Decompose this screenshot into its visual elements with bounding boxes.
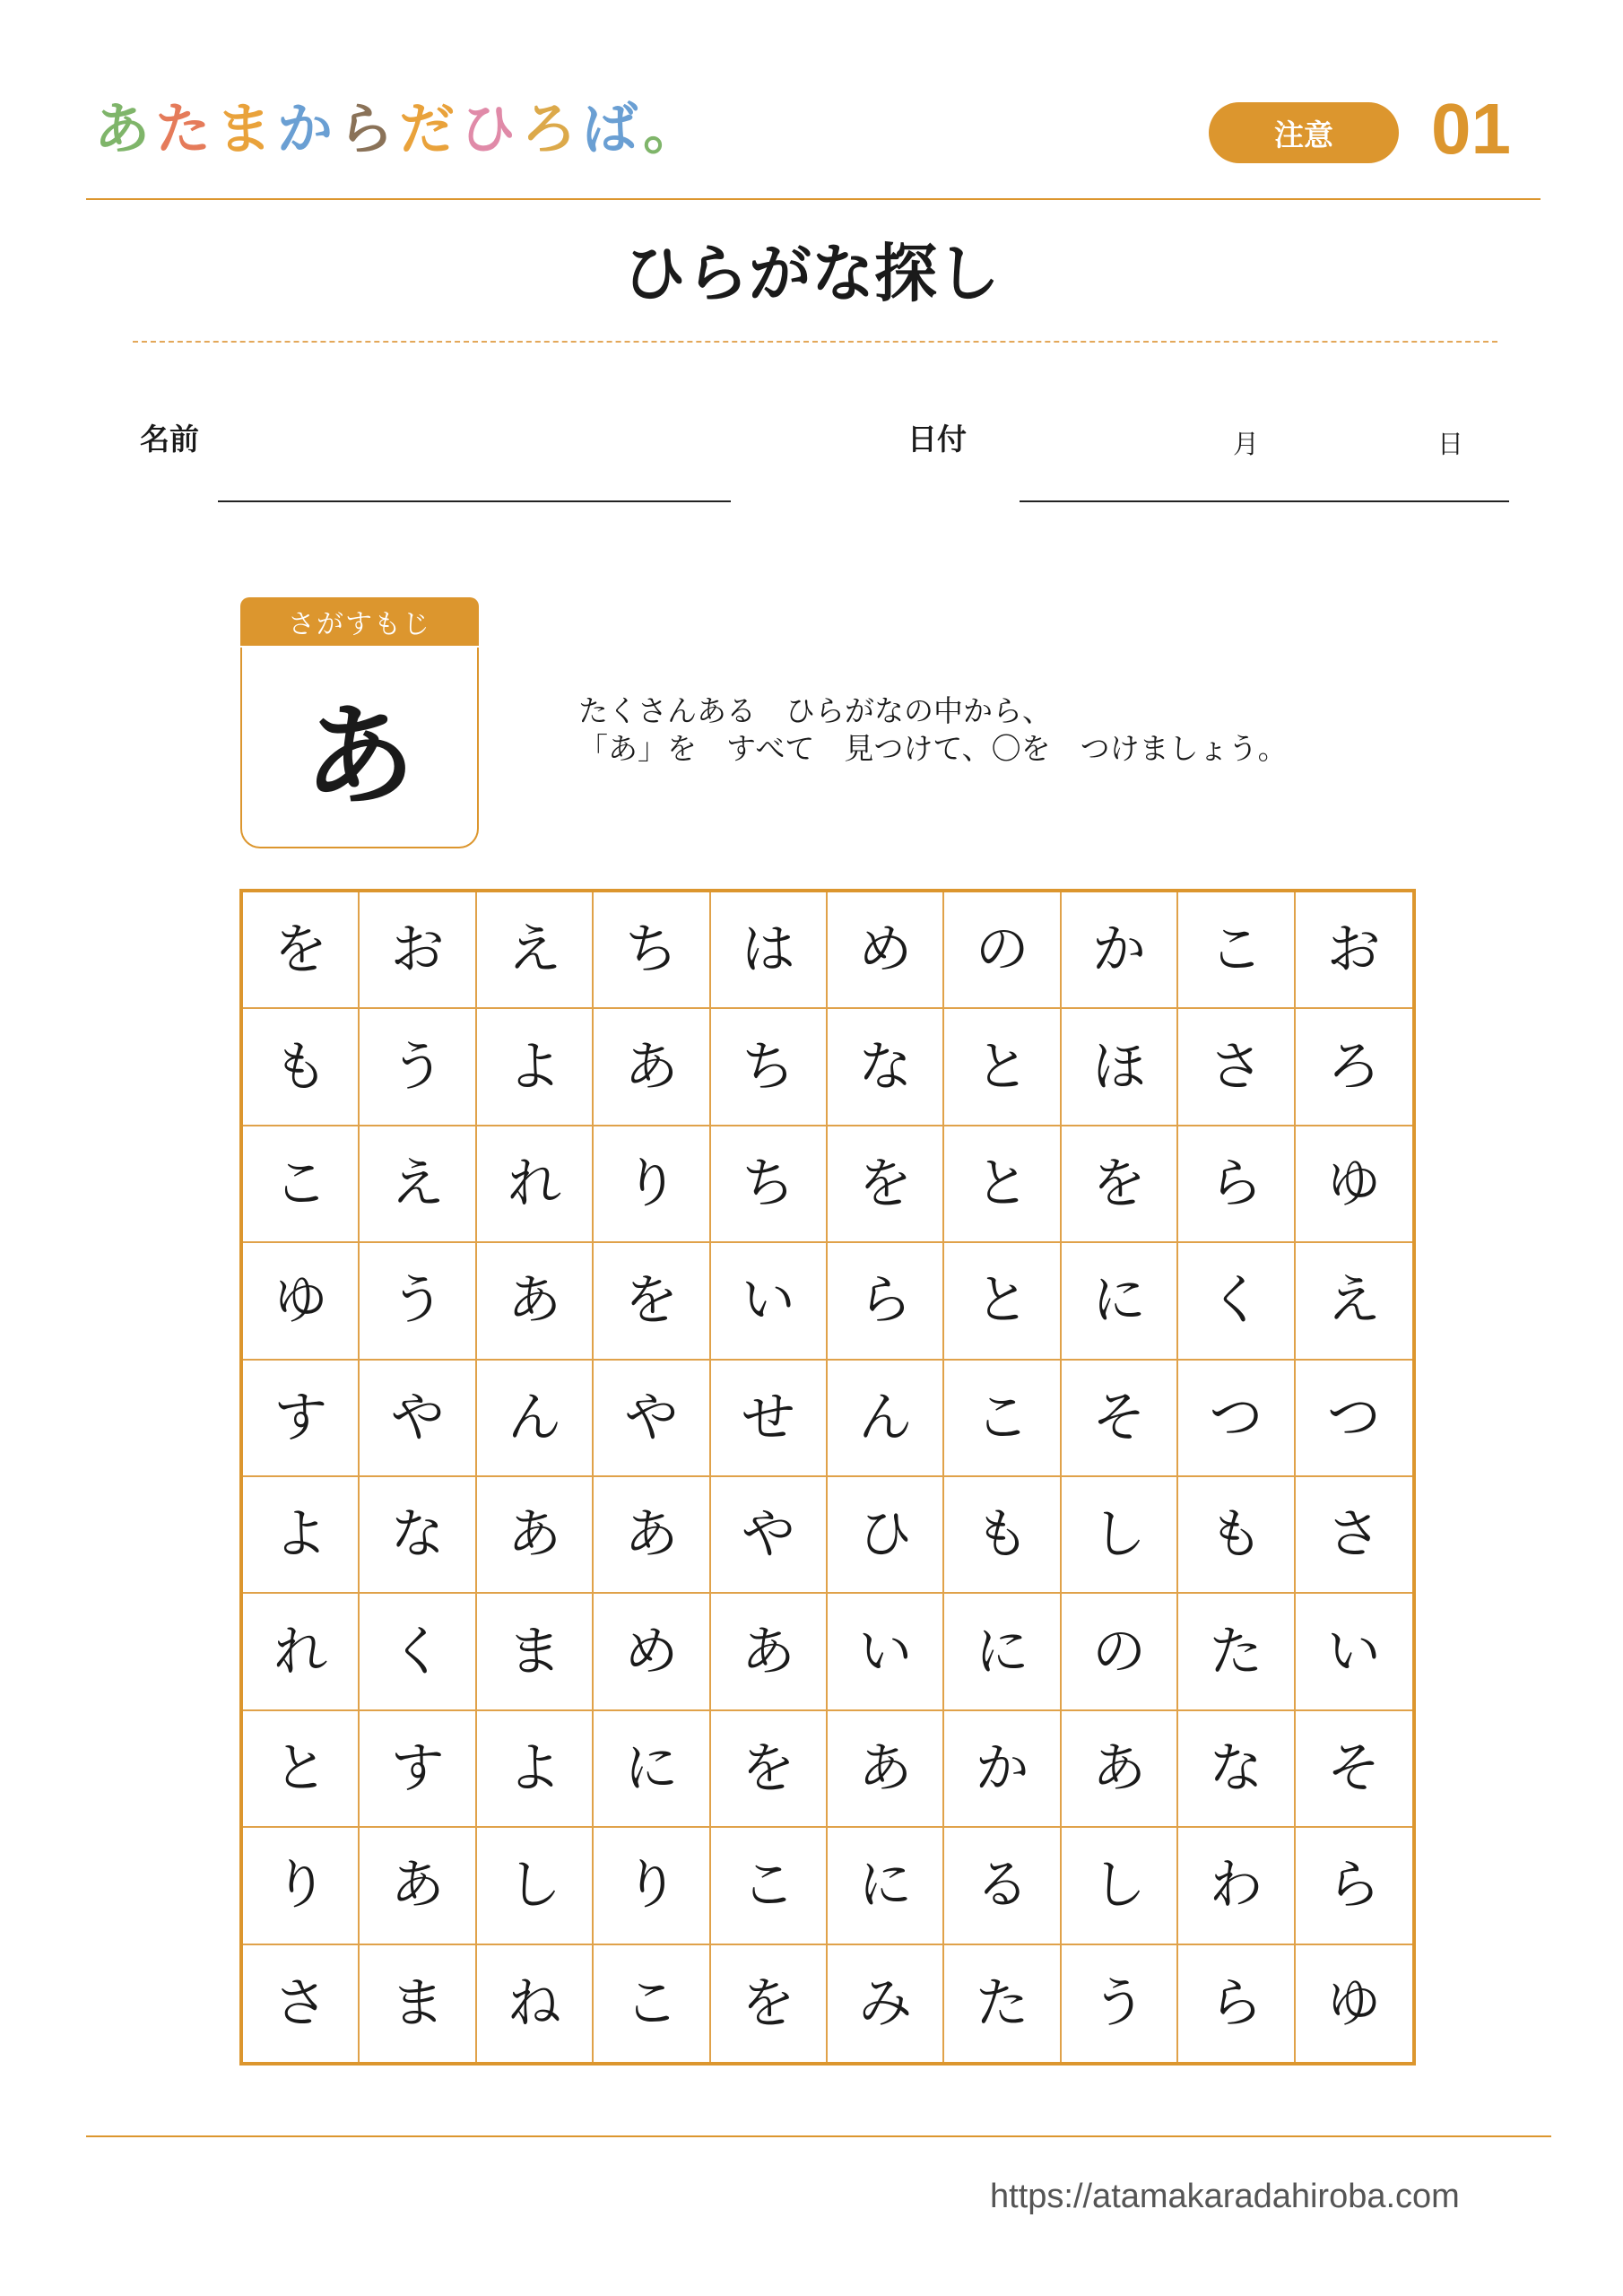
grid-cell[interactable]: ゆ	[1326, 1971, 1381, 2035]
month-label: 月	[1233, 429, 1260, 459]
grid-cell[interactable]: さ	[243, 1945, 360, 2062]
grid-cell[interactable]: も	[944, 1477, 1061, 1594]
grid-cell[interactable]: こ	[944, 1361, 1061, 1477]
grid-cell[interactable]: い	[711, 1243, 828, 1360]
target-char-tab: さがすもじ	[240, 597, 479, 646]
grid-cell[interactable]: な	[828, 1009, 944, 1126]
grid-cell[interactable]: た	[1178, 1594, 1295, 1710]
grid-cell[interactable]: あ	[828, 1711, 944, 1828]
instruction-line: たくさんある ひらがなの中から、	[578, 693, 1052, 728]
grid-cell[interactable]: つ	[1178, 1361, 1295, 1477]
grid-cell[interactable]: ひ	[828, 1477, 944, 1594]
grid-cell[interactable]: え	[477, 892, 594, 1009]
grid-cell[interactable]: た	[944, 1945, 1061, 2062]
grid-cell[interactable]: く	[360, 1594, 476, 1710]
grid-cell[interactable]: と	[243, 1711, 360, 1828]
grid-cell[interactable]: れ	[243, 1594, 360, 1710]
target-char-box: あ	[240, 648, 479, 848]
grid-cell[interactable]: れ	[477, 1126, 594, 1243]
grid-cell[interactable]: す	[360, 1711, 476, 1828]
grid-cell[interactable]: あ	[477, 1477, 594, 1594]
grid-cell[interactable]: ん	[477, 1361, 594, 1477]
name-label: 名前	[140, 422, 199, 457]
grid-cell[interactable]: い	[828, 1594, 944, 1710]
grid-cell[interactable]: す	[243, 1361, 360, 1477]
grid-cell[interactable]: も	[243, 1009, 360, 1126]
grid-cell[interactable]: あ	[360, 1828, 476, 1944]
grid-cell[interactable]: ら	[828, 1243, 944, 1360]
grid-cell[interactable]: こ	[243, 1126, 360, 1243]
grid-cell[interactable]: よ	[477, 1711, 594, 1828]
grid-cell[interactable]: ら	[1178, 1126, 1295, 1243]
grid-cell[interactable]: う	[360, 1243, 476, 1360]
grid-cell[interactable]: お	[1296, 892, 1412, 1009]
grid-cell[interactable]: ゆ	[1296, 1126, 1412, 1243]
grid-cell[interactable]: を	[711, 1711, 828, 1828]
instructions	[578, 692, 1288, 768]
grid-cell[interactable]: を	[828, 1126, 944, 1243]
grid-cell[interactable]: ま	[477, 1594, 594, 1710]
grid-cell[interactable]: な	[1178, 1711, 1295, 1828]
grid-cell[interactable]: つ	[1296, 1361, 1412, 1477]
grid-cell[interactable]: を	[243, 892, 360, 1009]
name-field[interactable]	[218, 500, 731, 502]
grid-cell[interactable]: を	[1062, 1126, 1178, 1243]
grid-cell[interactable]: え	[360, 1126, 476, 1243]
grid-cell[interactable]: う	[360, 1009, 476, 1126]
grid-cell[interactable]: そ	[1062, 1361, 1178, 1477]
grid-cell[interactable]: ね	[477, 1945, 594, 2062]
grid-cell[interactable]: に	[1062, 1243, 1178, 1360]
grid-cell[interactable]: わ	[1178, 1828, 1295, 1944]
grid-cell[interactable]: に	[828, 1828, 944, 1944]
category-badge: 注意	[1209, 102, 1399, 163]
grid-cell[interactable]: め	[594, 1594, 710, 1710]
grid-cell[interactable]: の	[944, 892, 1061, 1009]
grid-cell[interactable]: ち	[711, 1009, 828, 1126]
grid-cell[interactable]: り	[243, 1828, 360, 1944]
grid-cell[interactable]: お	[360, 892, 476, 1009]
grid-cell[interactable]: と	[944, 1243, 1061, 1360]
grid-cell[interactable]: に	[944, 1594, 1061, 1710]
grid-cell[interactable]: あ	[594, 1477, 710, 1594]
grid-cell[interactable]: ち	[594, 892, 710, 1009]
grid-cell[interactable]: あ	[1062, 1711, 1178, 1828]
grid-cell[interactable]: や	[360, 1361, 476, 1477]
grid-cell[interactable]: せ	[711, 1361, 828, 1477]
grid-cell[interactable]: や	[594, 1361, 710, 1477]
grid-cell[interactable]: は	[711, 892, 828, 1009]
grid-cell[interactable]: あ	[711, 1594, 828, 1710]
grid-cell[interactable]: こ	[594, 1945, 710, 2062]
grid-cell[interactable]: め	[828, 892, 944, 1009]
grid-cell[interactable]: ろ	[1296, 1009, 1412, 1126]
grid-cell[interactable]: ん	[828, 1361, 944, 1477]
footer-url[interactable]: https://atamakaradahiroba.com	[990, 2178, 1460, 2215]
grid-cell[interactable]: も	[1178, 1477, 1295, 1594]
grid-cell[interactable]: り	[594, 1828, 710, 1944]
date-label: 日付	[907, 422, 967, 457]
header-divider	[86, 198, 1541, 200]
grid-cell[interactable]: さ	[1178, 1009, 1295, 1126]
logo-char: た	[155, 96, 212, 161]
grid-cell[interactable]: か	[944, 1711, 1061, 1828]
grid-cell[interactable]: ほ	[1062, 1009, 1178, 1126]
grid-cell[interactable]: る	[944, 1828, 1061, 1944]
logo-char: あ	[94, 96, 151, 161]
logo-char: ま	[216, 96, 273, 161]
grid-cell[interactable]: い	[1296, 1594, 1412, 1710]
grid-cell[interactable]: を	[711, 1945, 828, 2062]
page-title: ひらがな探し	[623, 237, 1000, 310]
logo-char: か	[277, 96, 334, 161]
grid-cell[interactable]: な	[360, 1477, 476, 1594]
grid-cell[interactable]: う	[1062, 1945, 1178, 2062]
grid-cell[interactable]: み	[828, 1945, 944, 2062]
grid-cell[interactable]: こ	[1178, 892, 1295, 1009]
logo-char: 。	[643, 96, 699, 161]
instruction-line: 「あ」を すべて 見つけて、〇を つけましょう。	[578, 731, 1288, 766]
footer-divider	[86, 2135, 1551, 2137]
grid-cell[interactable]: く	[1178, 1243, 1295, 1360]
grid-cell[interactable]: と	[944, 1009, 1061, 1126]
grid-cell[interactable]: よ	[477, 1009, 594, 1126]
grid-cell[interactable]: し	[1062, 1477, 1178, 1594]
grid-cell[interactable]: や	[711, 1477, 828, 1594]
worksheet-number: 01	[1431, 89, 1511, 169]
grid-cell[interactable]: こ	[711, 1828, 828, 1944]
grid-cell[interactable]: を	[594, 1243, 710, 1360]
grid-cell[interactable]: よ	[243, 1477, 360, 1594]
grid-cell[interactable]: し	[477, 1828, 594, 1944]
logo-char: ら	[338, 96, 395, 161]
grid-cell[interactable]: と	[944, 1126, 1061, 1243]
grid-cell[interactable]: ち	[711, 1126, 828, 1243]
grid-cell[interactable]: あ	[477, 1243, 594, 1360]
grid-cell[interactable]: ゆ	[243, 1243, 360, 1360]
grid-cell[interactable]: の	[1062, 1594, 1178, 1710]
grid-cell[interactable]: あ	[594, 1009, 710, 1126]
grid-cell[interactable]: か	[1062, 892, 1178, 1009]
title-divider	[133, 341, 1497, 343]
grid-cell[interactable]: り	[594, 1126, 710, 1243]
grid-cell[interactable]: さ	[1296, 1477, 1412, 1594]
logo-char: ひ	[460, 96, 516, 161]
grid-cell[interactable]: ら	[1178, 1945, 1295, 2062]
grid-cell[interactable]: し	[1062, 1828, 1178, 1944]
logo-char: ろ	[521, 96, 577, 161]
grid-cell[interactable]: そ	[1296, 1711, 1412, 1828]
grid-cell[interactable]: ま	[360, 1945, 476, 2062]
grid-cell[interactable]: え	[1296, 1243, 1412, 1360]
date-field[interactable]	[1020, 500, 1509, 502]
grid-cell[interactable]: ら	[1296, 1828, 1412, 1944]
day-label: 日	[1437, 429, 1464, 459]
hiragana-grid	[239, 889, 1416, 2066]
logo-char: ば	[582, 96, 638, 161]
grid-cell[interactable]: に	[594, 1711, 710, 1828]
site-logo	[94, 93, 704, 165]
logo-char: だ	[399, 96, 456, 161]
